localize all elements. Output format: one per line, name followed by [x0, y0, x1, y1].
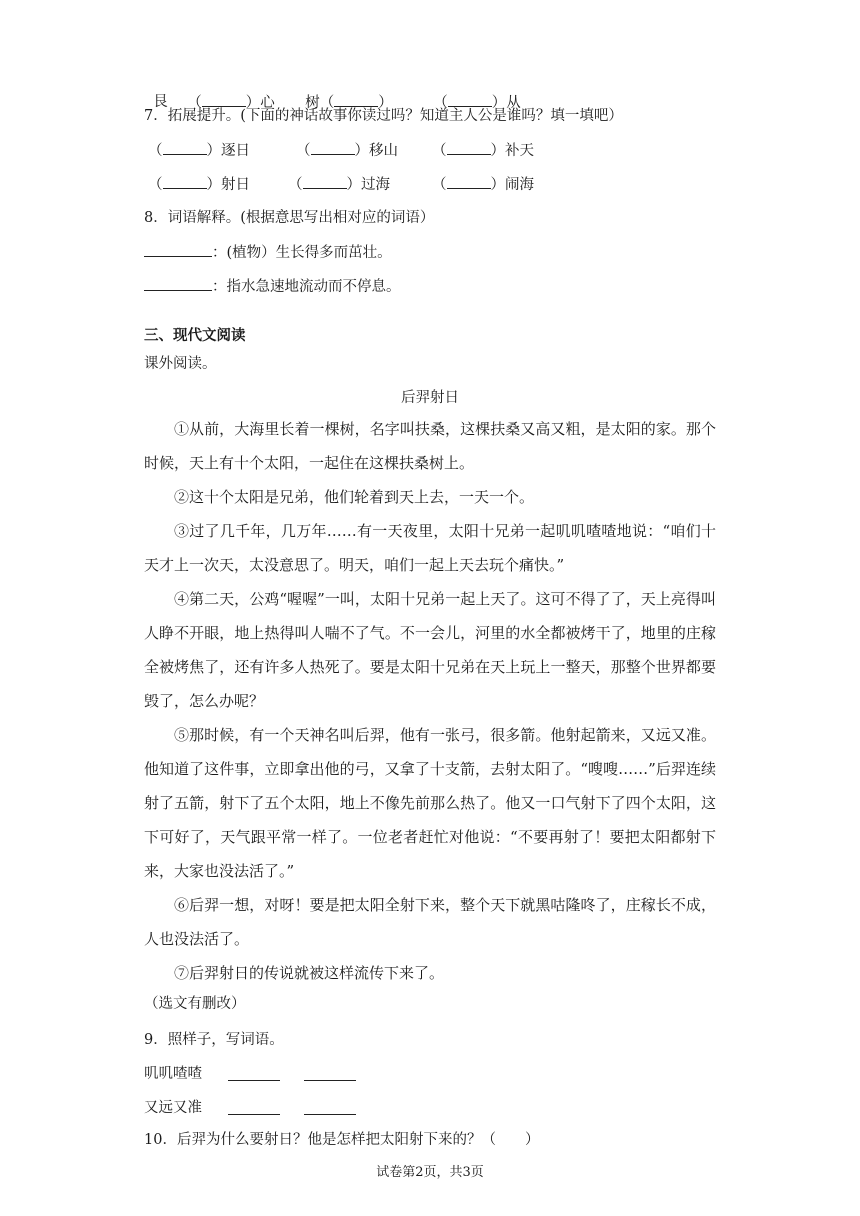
answer-blank[interactable] [163, 140, 207, 155]
fill-item-3: （ ）从 [424, 72, 521, 113]
story-paragraph: ①从前，大海里长着一棵树，名字叫扶桑，这棵扶桑又高又粗，是太阳的家。那个时候，天上有十个太阳，一起住在这棵扶桑树上。 [144, 420, 716, 472]
section-heading: 三、现代文阅读 [144, 328, 246, 344]
answer-blank[interactable] [144, 242, 212, 257]
story-title: 后羿射日 [401, 390, 459, 406]
row-top-char-1: 艮 [153, 94, 168, 110]
answer-blank[interactable] [448, 92, 492, 107]
q9-example-2: 又远又准 [144, 1100, 202, 1116]
question-7-title: 7．拓展提升。(下面的神话故事你读过吗？知道主人公是谁吗？填一填吧） [144, 108, 623, 124]
answer-blank[interactable] [304, 1100, 356, 1115]
q7-item-5: （ ）过海 [288, 174, 390, 195]
section-intro: 课外阅读。 [144, 356, 217, 372]
answer-blank[interactable] [163, 174, 207, 189]
q9-example-1: 叽叽喳喳 [144, 1066, 202, 1082]
story-paragraph: ⑦后羿射日的传说就被这样流传下来了。 [174, 964, 445, 982]
source-note: （选文有删改） [144, 996, 246, 1012]
answer-blank[interactable] [447, 140, 491, 155]
q8-item-2: ：指水急速地流动而不停息。 [144, 276, 401, 297]
q8-item-1: ：(植物）生长得多而茁壮。 [144, 242, 392, 263]
answer-blank[interactable] [228, 1100, 280, 1115]
question-8-title: 8．词语解释。(根据意思写出相对应的词语） [144, 210, 435, 226]
page-footer: 试卷第2页，共3页 [376, 1165, 484, 1180]
story-paragraph: ③过了几千年，几万年……有一天夜里，太阳十兄弟一起叽叽喳喳地说：“咱们十天才上一次天，太没意思了。明天，咱们一起上天去玩个痛快。” [144, 522, 716, 574]
fill-item-2: 树（ ） [296, 72, 393, 113]
story-paragraph: ②这十个太阳是兄弟，他们轮着到天上去，一天一个。 [174, 488, 535, 506]
question-9-title: 9．照样子，写词语。 [144, 1032, 284, 1048]
answer-blank[interactable] [311, 140, 355, 155]
q7-item-4: （ ）射日 [148, 174, 250, 195]
story-body [144, 412, 716, 990]
q7-item-1: （ ）逐日 [148, 140, 250, 161]
q7-item-2: （ ）移山 [296, 140, 398, 161]
story-paragraph: ⑤那时候，有一个天神名叫后羿，他有一张弓，很多箭。他射起箭来，又远又准。他知道了这件事，立即拿出他的弓，又拿了十支箭，去射太阳了。“嗖嗖……”后羿连续射了五箭，射下了五个太阳，地上不像先前那么热了。他又一口气射下了四个太阳，这下可好了，天气跟平常一样了。一位老者赶忙对他说：“不要再射了！要把太阳都射下来，大家也没法活了。” [144, 726, 716, 880]
story-paragraph: ④第二天，公鸡“喔喔”一叫，太阳十兄弟一起上天了。这可不得了了，天上亮得叫人睁不开眼，地上热得叫人喘不了气。不一会儿，河里的水全都被烤干了，地里的庄稼全被烤焦了，还有许多人热死了。要是太阳十兄弟在天上玩上一整天，那整个世界都要毁了，怎么办呢？ [144, 590, 716, 710]
answer-blank[interactable] [202, 92, 246, 107]
answer-blank[interactable] [144, 276, 212, 291]
q7-item-6: （ ）闹海 [432, 174, 534, 195]
answer-blank[interactable] [303, 174, 347, 189]
fill-item-1: （ ）心 [178, 72, 275, 113]
question-10-title: 10．后羿为什么要射日？他是怎样把太阳射下来的？（ ） [144, 1132, 540, 1148]
answer-blank[interactable] [304, 1066, 356, 1081]
answer-blank[interactable] [334, 92, 378, 107]
story-paragraph: ⑥后羿一想，对呀！要是把太阳全射下来，整个天下就黑咕隆咚了，庄稼长不成，人也没法活了。 [144, 896, 716, 948]
answer-blank[interactable] [447, 174, 491, 189]
answer-blank[interactable] [228, 1066, 280, 1081]
q7-item-3: （ ）补天 [432, 140, 534, 161]
